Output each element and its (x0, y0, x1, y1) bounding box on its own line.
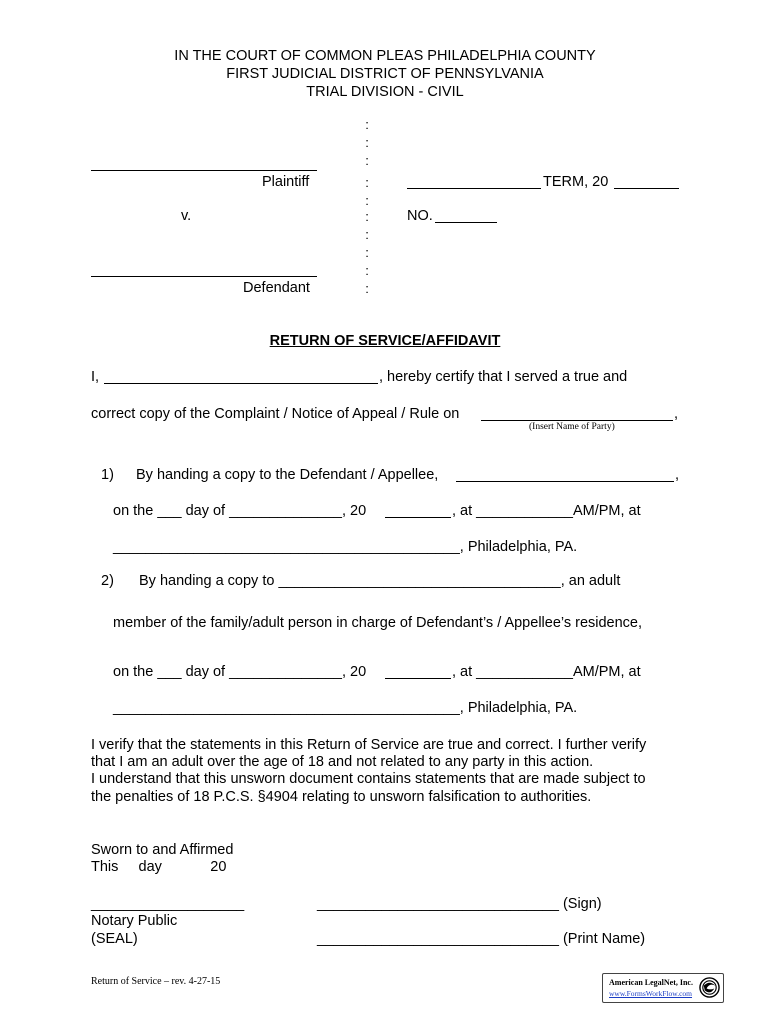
defendant-name-line[interactable] (91, 276, 317, 277)
verify-line-2: that I am an adult over the age of 18 and not related to any party in this action. (91, 754, 594, 770)
item2-place-text: ___________________________________________, Philadelphia, PA. (113, 700, 578, 716)
caption-colon: : (365, 153, 369, 168)
globe-logo-icon (699, 977, 720, 998)
number-label: NO. (407, 208, 433, 224)
sworn-text: Sworn to and Affirmed (91, 842, 234, 858)
item2-year-line[interactable] (385, 678, 451, 679)
caption-colon: : (365, 227, 369, 242)
this-day-text: This day 20 (91, 859, 227, 875)
certify-i: I, (91, 369, 100, 385)
caption-colon: : (365, 135, 369, 150)
defendant-label: Defendant (243, 280, 310, 296)
item1-date-text: on the ___ day of ______________, 20 (113, 503, 367, 519)
insert-party-hint: (Insert Name of Party) (529, 422, 615, 432)
notary-public-label: Notary Public (91, 913, 178, 929)
item1-place-text: ___________________________________________, Philadelphia, PA. (113, 539, 578, 555)
item2-text: By handing a copy to ___________________________________, an adult (139, 573, 621, 589)
court-name-line: IN THE COURT OF COMMON PLEAS PHILADELPHIA COUNTY (174, 48, 596, 64)
item1-defendant-line[interactable] (456, 481, 674, 482)
district-line: FIRST JUDICIAL DISTRICT OF PENNSYLVANIA (226, 66, 544, 82)
sign-line[interactable]: ______________________________ (Sign) (317, 896, 602, 912)
plaintiff-label: Plaintiff (262, 174, 310, 190)
verify-line-4: the penalties of 18 P.C.S. §4904 relating to unsworn falsification to authorities. (91, 789, 592, 805)
publisher-name: American LegalNet, Inc. (609, 978, 693, 987)
publisher-badge (602, 973, 724, 1003)
item1-text: By handing a copy to the Defendant / Appellee, (136, 467, 439, 483)
division-line: TRIAL DIVISION - CIVIL (306, 84, 464, 100)
caption-colon: : (365, 209, 369, 224)
item2-date-text: on the ___ day of ______________, 20 (113, 664, 367, 680)
plaintiff-name-line[interactable] (91, 170, 317, 171)
certify-text: , hereby certify that I served a true and (379, 369, 628, 385)
publisher-website-link[interactable]: www.FormsWorkFlow.com (609, 989, 693, 998)
term-label: TERM, 20 (543, 174, 609, 190)
case-number-line[interactable] (435, 222, 497, 223)
party-name-line[interactable] (481, 420, 673, 421)
term-year-line[interactable] (614, 188, 679, 189)
caption-colon: : (365, 175, 369, 190)
item1-year-line[interactable] (385, 517, 451, 518)
document-title: RETURN OF SERVICE/AFFIDAVIT (269, 333, 501, 349)
print-name-line[interactable]: ______________________________ (Print Name) (317, 931, 646, 947)
copy-text: correct copy of the Complaint / Notice of Appeal / Rule on (91, 406, 460, 422)
comma: , (675, 467, 680, 483)
server-name-line[interactable] (104, 383, 378, 384)
item2-member-text: member of the family/adult person in charge of Defendant’s / Appellee’s residence, (113, 615, 643, 631)
caption-colon: : (365, 281, 369, 296)
item1-number: 1) (101, 467, 114, 483)
seal-label: (SEAL) (91, 931, 138, 947)
verify-line-3: I understand that this unsworn document contains statements that are made subject to (91, 771, 646, 787)
caption-colon: : (365, 245, 369, 260)
term-month-line[interactable] (407, 188, 541, 189)
notary-signature-line[interactable]: ___________________ (91, 896, 245, 912)
caption-colon: : (365, 117, 369, 132)
caption-colon: : (365, 263, 369, 278)
comma: , (674, 406, 679, 422)
verify-line-1: I verify that the statements in this Return of Service are true and correct. I further verify (91, 737, 647, 753)
item2-time-text: , at ____________AM/PM, at (452, 664, 641, 680)
caption-colon: : (365, 193, 369, 208)
item2-number: 2) (101, 573, 114, 589)
item1-time-text: , at ____________AM/PM, at (452, 503, 641, 519)
versus-label: v. (181, 208, 192, 224)
revision-label: Return of Service – rev. 4-27-15 (91, 976, 221, 987)
